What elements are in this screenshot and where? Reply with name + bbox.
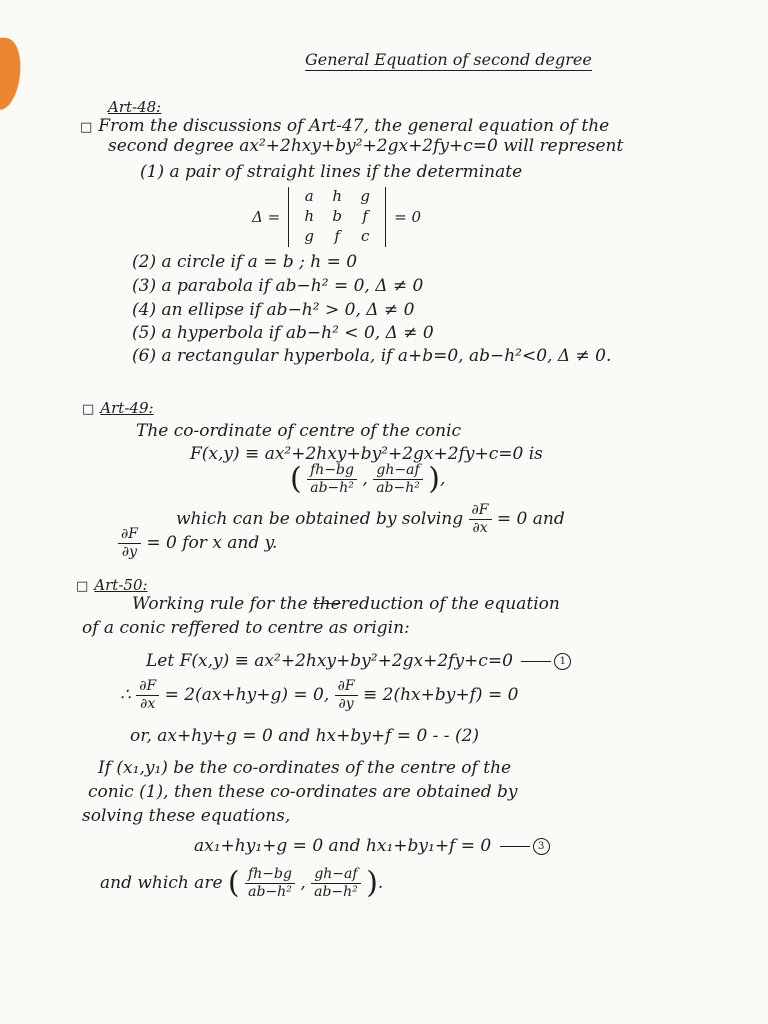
det-matrix: [288, 187, 386, 247]
frac-num: ∂F: [136, 678, 159, 696]
equation-number: 1: [554, 653, 571, 670]
art50-line7: conic (1), then these co-ordinates are obtained by: [88, 782, 518, 802]
close-paren: ): [366, 865, 378, 901]
paper-edge-smear: [0, 36, 25, 112]
det-cell: g: [304, 227, 314, 245]
det-cell: h: [332, 187, 342, 205]
frac-num: gh−af: [311, 866, 360, 884]
det-lhs: Δ =: [252, 208, 281, 226]
art50-text1a: Working rule for the: [132, 594, 308, 614]
art50-text4a: = 2(ax+hy+g) = 0,: [164, 685, 330, 705]
art49-line1: The co-ordinate of centre of the conic: [136, 421, 462, 441]
art48-line2: second degree ax²+2hxy+by²+2gx+2fy+c=0 will represent: [108, 136, 624, 156]
art50-line1: [132, 594, 560, 614]
art50-line4: [120, 678, 518, 713]
det-cell: b: [332, 207, 342, 225]
art49-text3a: which can be obtained by solving: [176, 509, 464, 529]
frac-num: fh−bg: [245, 866, 295, 884]
determinant: [252, 186, 421, 248]
partial-fy: [335, 678, 358, 713]
art50-line5: [130, 726, 479, 746]
art49-text3b: = 0 and: [496, 509, 565, 529]
art50-line6: If (x₁,y₁) be the co-ordinates of the centre of the: [98, 758, 512, 778]
fraction: [245, 866, 295, 901]
det-cell: a: [304, 187, 314, 205]
struck-word: the: [312, 594, 341, 614]
frac-num: gh−af: [373, 462, 422, 480]
frac-den: ∂y: [121, 544, 138, 560]
open-paren: (: [227, 865, 240, 901]
art48-item2: (2) a circle if a = b ; h = 0: [132, 252, 358, 272]
frac-num: fh−bg: [307, 462, 357, 480]
art48-heading: Art-48:: [108, 98, 162, 116]
art50-line8: solving these equations,: [82, 806, 291, 826]
partial-fx: [136, 678, 159, 713]
frac-den: ∂x: [140, 696, 156, 712]
checkbox-icon: □: [76, 579, 89, 594]
frac-den: ab−h²: [376, 480, 420, 496]
det-cell: h: [304, 207, 314, 225]
art50-line3: [146, 651, 571, 671]
frac-num: ∂F: [469, 502, 492, 520]
therefore-symbol: ∴: [120, 685, 131, 705]
art50-line9: [194, 836, 550, 856]
partial-fy: [118, 526, 141, 561]
art50-line2: of a conic reffered to centre as origin:: [82, 618, 410, 638]
partial-fx: [469, 502, 492, 537]
fraction: [373, 462, 423, 497]
close-paren: ): [428, 461, 440, 497]
art48-item3: (3) a parabola if ab−h² = 0, Δ ≠ 0: [132, 276, 424, 296]
frac-den: ab−h²: [314, 884, 358, 900]
art48-item1: (1) a pair of straight lines if the determinate: [140, 162, 523, 182]
art48-item4: (4) an ellipse if ab−h² > 0, Δ ≠ 0: [132, 300, 415, 320]
art48-item6: (6) a rectangular hyperbola, if a+b=0, ab−h²<0, Δ ≠ 0.: [132, 346, 612, 366]
page-title: General Equation of second degree: [305, 50, 592, 69]
comma: ,: [362, 469, 368, 489]
equation-number: 3: [533, 838, 550, 855]
art48-item5: (5) a hyperbola if ab−h² < 0, Δ ≠ 0: [132, 323, 434, 343]
art49-heading-row: [82, 398, 154, 418]
frac-den: ab−h²: [248, 884, 292, 900]
art49-text4: = 0 for x and y.: [146, 533, 278, 553]
frac-den: ab−h²: [310, 480, 354, 496]
frac-num: ∂F: [118, 526, 141, 544]
checkbox-icon: □: [80, 120, 93, 135]
art50-text10: and which are: [100, 873, 223, 893]
art48-line1: [80, 116, 609, 136]
art49-centre-formula: [290, 462, 445, 497]
art49-line2: F(x,y) ≡ ax²+2hxy+by²+2gx+2fy+c=0 is: [190, 444, 543, 464]
fraction: [311, 866, 361, 901]
art48-text1: From the discussions of Art-47, the general equation of the: [98, 116, 610, 136]
dash-mark: [500, 846, 530, 847]
art50-line10: [100, 866, 383, 901]
det-rhs: = 0: [394, 208, 422, 226]
art50-text3: Let F(x,y) ≡ ax²+2hxy+by²+2gx+2fy+c=0: [146, 651, 513, 671]
dash-mark: [521, 661, 551, 662]
fraction: [307, 462, 357, 497]
frac-num: ∂F: [335, 678, 358, 696]
art50-text4b: ≡ 2(hx+by+f) = 0: [363, 685, 519, 705]
checkbox-icon: □: [82, 402, 95, 417]
open-paren: (: [290, 461, 302, 497]
art50-text1b: reduction of the equation: [340, 594, 560, 614]
trailing-comma: ,: [440, 469, 446, 489]
art50-heading-row: [76, 575, 148, 595]
comma: ,: [300, 873, 306, 893]
det-cell: g: [360, 187, 370, 205]
art50-heading: Art-50:: [94, 576, 148, 594]
frac-den: ∂x: [472, 520, 488, 536]
art49-heading: Art-49:: [100, 399, 154, 417]
det-cell: f: [362, 207, 368, 225]
art49-line4: [118, 526, 277, 561]
det-cell: c: [360, 227, 370, 245]
art50-text5: or, ax+hy+g = 0 and hx+by+f = 0 - -: [130, 726, 450, 746]
equation-number: (2): [454, 726, 480, 746]
frac-den: ∂y: [338, 696, 354, 712]
art50-text9: ax₁+hy₁+g = 0 and hx₁+by₁+f = 0: [194, 836, 492, 856]
det-cell: f: [334, 227, 340, 245]
final-period: .: [377, 873, 384, 893]
